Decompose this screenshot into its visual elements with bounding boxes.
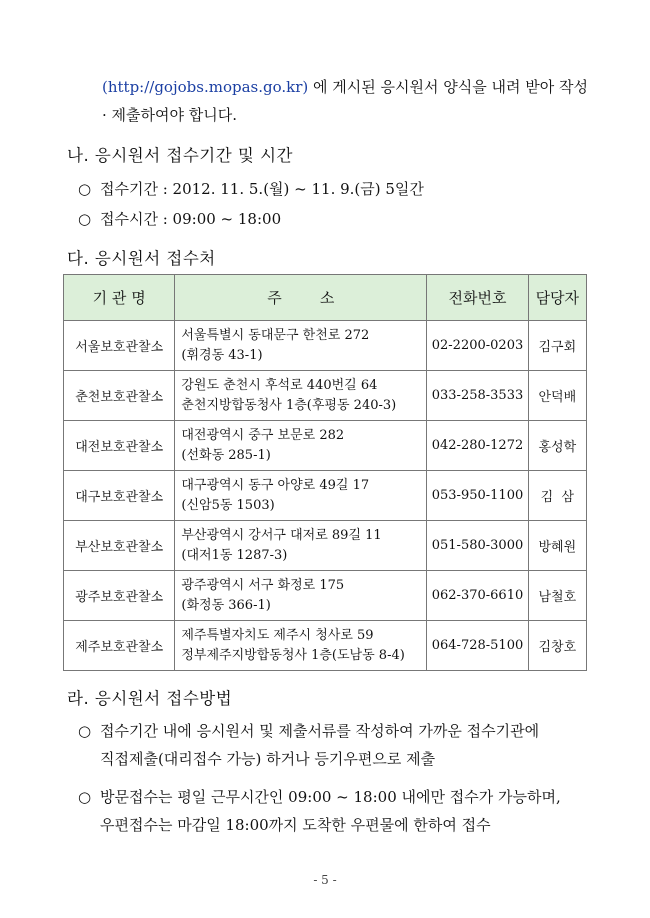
office-phone: 033-258-3533 (427, 371, 528, 421)
office-person: 홍성학 (528, 421, 586, 471)
address-line-2: (화정동 366-1) (181, 597, 271, 613)
office-name: 제주보호관찰소 (64, 621, 175, 671)
office-table (63, 274, 587, 671)
intro-line-2: · 제출하여야 합니다. (102, 106, 237, 124)
section-da-heading: 다. 응시원서 접수처 (67, 249, 216, 268)
intro-text-1: 에 게시된 응시원서 양식을 내려 받아 작성 (308, 78, 588, 96)
header-person: 담당자 (528, 275, 586, 321)
ra-item-2 (78, 786, 561, 807)
address-line-1: 강원도 춘천시 후석로 440번길 64 (181, 377, 378, 393)
na-item-1-text: 접수기간 : 2012. 11. 5.(월) ~ 11. 9.(금) 5일간 (100, 180, 424, 198)
address-line-1: 제주특별자치도 제주시 청사로 59 (181, 627, 374, 643)
gojobs-url: (http://gojobs.mopas.go.kr) (102, 78, 309, 96)
section-ra-heading: 라. 응시원서 접수방법 (67, 689, 233, 708)
intro-line-1 (102, 76, 588, 97)
circle-bullet-icon: ○ (78, 180, 92, 198)
header-phone: 전화번호 (427, 275, 528, 321)
office-person: 김 삼 (528, 471, 586, 521)
address-line-2: 춘천지방합동청사 1층(후평동 240-3) (181, 397, 397, 413)
office-address (175, 371, 427, 421)
office-person: 김창호 (528, 621, 586, 671)
table-header-row (64, 275, 587, 321)
office-person: 남철호 (528, 571, 586, 621)
circle-bullet-icon: ○ (78, 722, 92, 740)
address-line-2: (대저1동 1287-3) (181, 547, 288, 563)
address-line-2: 정부제주지방합동청사 1층(도남동 8-4) (181, 647, 405, 663)
na-item-1 (78, 178, 424, 199)
address-line-1: 서울특별시 동대문구 한천로 272 (181, 327, 370, 343)
office-name: 춘천보호관찰소 (64, 371, 175, 421)
na-item-2 (78, 208, 281, 229)
office-person: 안덕배 (528, 371, 586, 421)
address-line-1: 부산광역시 강서구 대저로 89길 11 (181, 527, 382, 543)
office-address (175, 521, 427, 571)
office-phone: 064-728-5100 (427, 621, 528, 671)
ra-item-1-line-1: 접수기간 내에 응시원서 및 제출서류를 작성하여 가까운 접수기관에 (100, 722, 540, 740)
office-name: 부산보호관찰소 (64, 521, 175, 571)
na-item-2-text: 접수시간 : 09:00 ~ 18:00 (100, 210, 282, 228)
table-row (64, 371, 587, 421)
address-line-2: (휘경동 43-1) (181, 347, 263, 363)
table-row (64, 321, 587, 371)
table-row (64, 521, 587, 571)
office-person: 김구회 (528, 321, 586, 371)
office-phone: 053-950-1100 (427, 471, 528, 521)
office-address (175, 421, 427, 471)
table-row (64, 421, 587, 471)
office-phone: 042-280-1272 (427, 421, 528, 471)
address-line-1: 광주광역시 서구 화정로 175 (181, 577, 345, 593)
table-row (64, 471, 587, 521)
office-name: 대전보호관찰소 (64, 421, 175, 471)
office-phone: 051-580-3000 (427, 521, 528, 571)
page-number: - 5 - (313, 873, 337, 887)
address-line-2: (선화동 285-1) (181, 447, 271, 463)
header-address: 주 소 (175, 275, 427, 321)
ra-item-1 (78, 720, 539, 741)
office-person: 방혜원 (528, 521, 586, 571)
address-line-1: 대구광역시 동구 아양로 49길 17 (181, 477, 370, 493)
office-phone: 062-370-6610 (427, 571, 528, 621)
office-name: 서울보호관찰소 (64, 321, 175, 371)
header-office-name: 기 관 명 (64, 275, 175, 321)
circle-bullet-icon: ○ (78, 788, 92, 806)
ra-item-2-line-2: 우편접수는 마감일 18:00까지 도착한 우편물에 한하여 접수 (100, 816, 491, 834)
office-address (175, 321, 427, 371)
address-line-2: (신암5동 1503) (181, 497, 275, 513)
office-name: 대구보호관찰소 (64, 471, 175, 521)
table-row (64, 571, 587, 621)
office-name: 광주보호관찰소 (64, 571, 175, 621)
office-address (175, 621, 427, 671)
office-address (175, 471, 427, 521)
office-phone: 02-2200-0203 (427, 321, 528, 371)
section-na-heading: 나. 응시원서 접수기간 및 시간 (67, 146, 293, 165)
address-line-1: 대전광역시 중구 보문로 282 (181, 427, 345, 443)
office-address (175, 571, 427, 621)
circle-bullet-icon: ○ (78, 210, 92, 228)
ra-item-2-line-1: 방문접수는 평일 근무시간인 09:00 ~ 18:00 내에만 접수가 가능하며, (100, 788, 561, 806)
table-row (64, 621, 587, 671)
ra-item-1-line-2: 직접제출(대리접수 가능) 하거나 등기우편으로 제출 (100, 750, 436, 768)
